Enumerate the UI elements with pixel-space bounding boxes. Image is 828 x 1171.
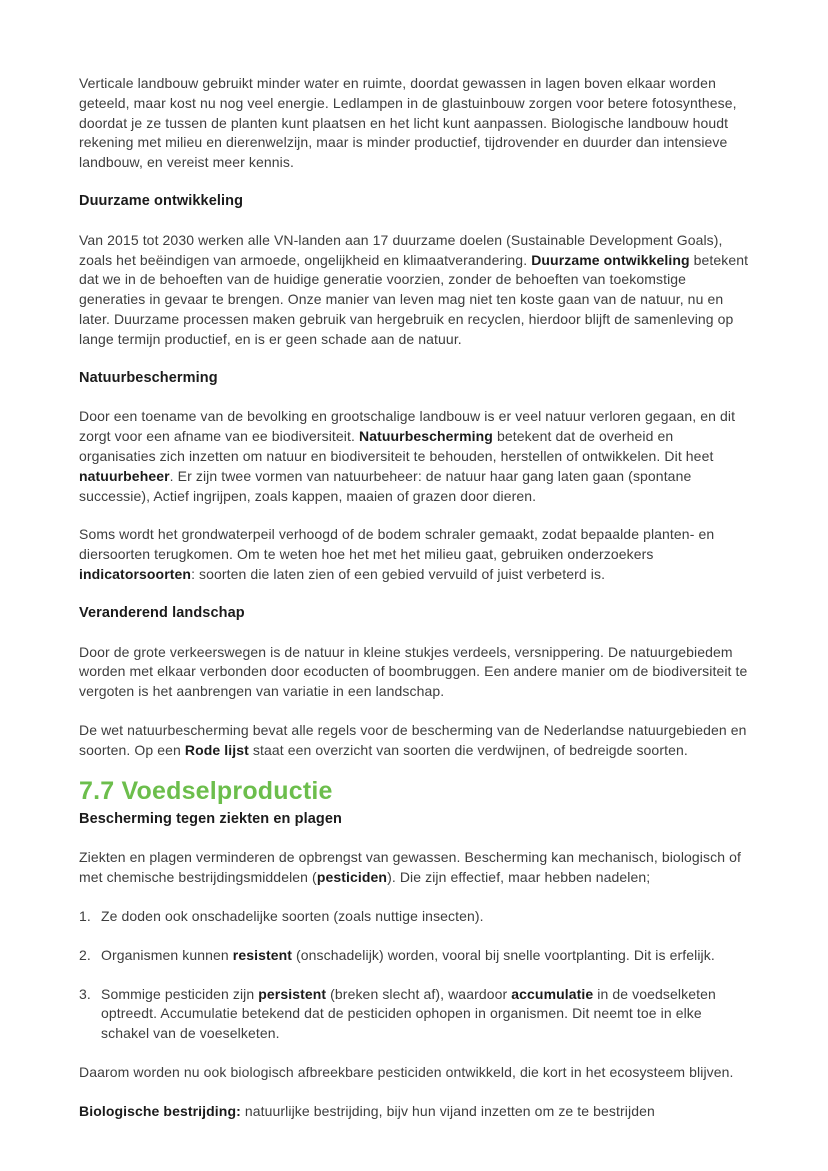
list-number: 1.: [79, 907, 91, 924]
bold-term: Biologische bestrijding:: [79, 1102, 241, 1119]
bold-term: resistent: [232, 946, 293, 963]
text-run: Door een toename van de bevolking en grootschalige landbouw is er veel natuur verloren gegaan, en dit zorgt voor een afname van ee biodiversiteit.: [79, 408, 736, 445]
paragraph: [79, 643, 751, 702]
paragraph: [79, 848, 751, 888]
text-run: . Er zijn twee vormen van natuurbeheer: de natuur haar gang laten gaan (spontane successie), Actief ingrijpen, zoals kappen, maaien of grazen door dieren.: [79, 467, 692, 504]
text-run: in de voedselketen optreedt. Accumulatie betekend dat de pesticiden ophopen in organismen. Dit neemt toe in elke schakel van de voeselketen.: [101, 985, 716, 1042]
text-run: staat een overzicht van soorten die verdwijnen, of bedreigde soorten.: [248, 741, 688, 758]
text-run: De wet natuurbescherming bevat alle regels voor de bescherming van de Nederlandse natuurgebieden en soorten. Op een: [79, 721, 747, 758]
subheading: Veranderend landschap: [79, 604, 245, 621]
text-run: Daarom worden nu ook biologisch afbreekbare pesticiden ontwikkeld, die kort in het ecosysteem blijven.: [79, 1063, 734, 1080]
list-text: [101, 907, 751, 927]
bold-term: Rode lijst: [184, 741, 249, 758]
list-text: [101, 946, 751, 966]
bold-term: persistent: [258, 985, 327, 1002]
text-run: Soms wordt het grondwaterpeil verhoogd of de bodem schraler gemaakt, zodat bepaalde planten- en diersoorten terugkomen. Om te weten hoe het met het milieu gaat, gebruiken onderzoekers: [79, 526, 715, 563]
text-run: Verticale landbouw gebruikt minder water en ruimte, doordat gewassen in lagen boven elkaar worden geteeld, maar kost nu nog veel energie. Ledlampen in de glastuinbouw zorgen voor betere fotosynthese, doordat je ze tussen de planten kunt plaatsen en het licht kunt aanpassen. Biologische landbouw houdt rekening met milieu en dierenwelzijn, maar is minder productief, tijdrovender en duurder dan intensieve landbouw, en vereist meer kennis.: [79, 75, 737, 171]
paragraph: [79, 231, 751, 350]
document-content: [79, 74, 751, 1121]
bold-term: pesticiden: [316, 869, 388, 886]
ordered-list-item: [79, 907, 751, 927]
subheading: Natuurbescherming: [79, 369, 218, 386]
ordered-list-item: [79, 946, 751, 966]
text-run: Ziekten en plagen verminderen de opbrengst van gewassen. Bescherming kan mechanisch, biologisch of met chemische bestrijdingsmiddelen (: [79, 849, 741, 886]
bold-term: indicatorsoorten: [79, 565, 192, 582]
text-run: : soorten die laten zien of een gebied vervuild of juist verbeterd is.: [191, 565, 606, 582]
subheading: Duurzame ontwikkeling: [79, 192, 244, 209]
paragraph: [79, 74, 751, 173]
ordered-list-item: [79, 985, 751, 1044]
text-run: betekent dat we in de behoeften van de huidige generatie voorzien, zonder de behoeften van toekomstige generaties in gevaar te brengen. Onze manier van leven mag niet ten koste gaan van de natuur, nu en later. Duurzame processen maken gebruik van hergebruik en recyclen, hierdoor blijft de samenleving op lange termijn productief, en is er geen schade aan de natuur.: [79, 251, 749, 347]
paragraph: [79, 525, 751, 584]
list-text: [101, 985, 751, 1044]
text-run: Ze doden ook onschadelijke soorten (zoals nuttige insecten).: [101, 907, 484, 924]
text-run: ). Die zijn effectief, maar hebben nadelen;: [387, 869, 651, 886]
text-run: Sommige pesticiden zijn: [101, 985, 259, 1002]
bold-term: natuurbeheer: [79, 467, 170, 484]
bold-term: Duurzame ontwikkeling: [531, 251, 690, 268]
subheading: Bescherming tegen ziekten en plagen: [79, 810, 342, 827]
list-number: 3.: [79, 985, 91, 1002]
text-run: betekent dat de overheid en organisaties zich inzetten om natuur en biodiversiteit te behouden, herstellen of ontwikkelen. Dit heet: [79, 428, 714, 464]
paragraph: [79, 1102, 751, 1122]
bold-term: accumulatie: [511, 985, 594, 1002]
text-run: (breken slecht af), waardoor: [326, 985, 512, 1002]
text-run: Van 2015 tot 2030 werken alle VN-landen aan 17 duurzame doelen (Sustainable Development Goals), zoals het beëindigen van armoede, ongelijkheid en klimaatverandering.: [79, 231, 723, 268]
text-run: Door de grote verkeerswegen is de natuur in kleine stukjes verdeels, versnippering. De natuurgebiedem worden met elkaar verbonden door ecoducten of boombruggen. Een andere manier om de biodiversiteit te vergoten is het aanbrengen van variatie in een landschap.: [79, 643, 748, 700]
paragraph: [79, 721, 751, 761]
text-run: natuurlijke bestrijding, bijv hun vijand inzetten om ze te bestrijden: [240, 1102, 655, 1119]
text-run: Organismen kunnen: [101, 946, 233, 963]
paragraph: [79, 407, 751, 506]
section-title: 7.7 Voedselproductie: [79, 776, 333, 805]
text-run: (onschadelijk) worden, vooral bij snelle voortplanting. Dit is erfelijk.: [292, 946, 715, 963]
bold-term: Natuurbescherming: [359, 428, 493, 445]
ordered-list: [79, 907, 751, 1044]
paragraph: [79, 1063, 751, 1083]
list-number: 2.: [79, 946, 91, 963]
